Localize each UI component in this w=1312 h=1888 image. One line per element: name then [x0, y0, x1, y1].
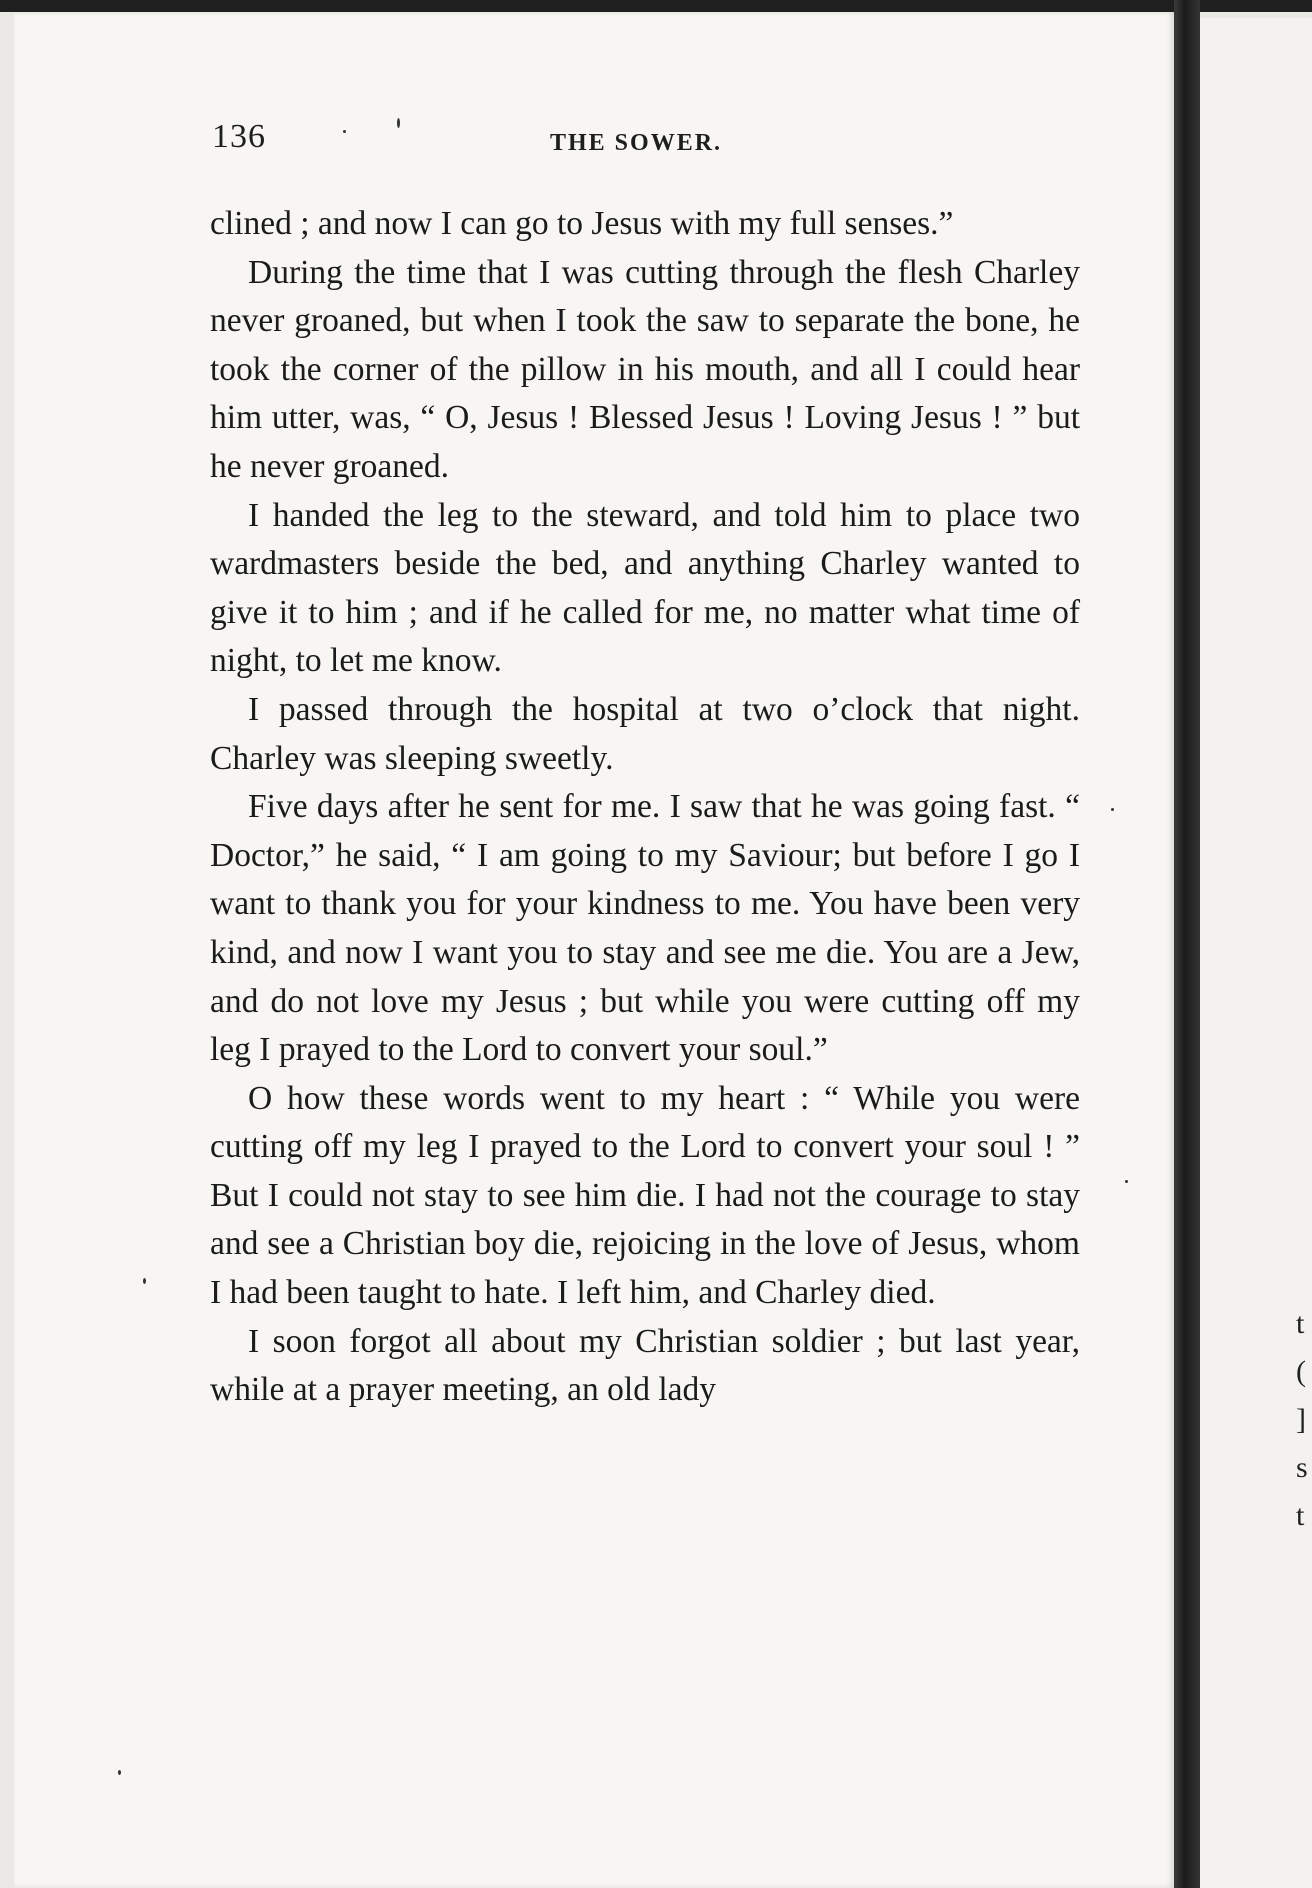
page-body: [210, 200, 1080, 1415]
running-head: THE SOWER.: [550, 130, 723, 156]
book-gutter: [1174, 0, 1200, 1888]
facing-page-glyph: (: [1296, 1355, 1306, 1388]
page-header: [212, 118, 1080, 170]
facing-page-glyph: t: [1296, 1307, 1305, 1340]
scan-speck: [343, 130, 346, 133]
paragraph: I handed the leg to the steward, and told him to place two wardmasters beside the bed, and anything Charley wanted to give it to him ; and if he called for me, no matter what time of night, to let me know.: [210, 496, 1080, 680]
scan-speck: [143, 1278, 146, 1284]
paragraph: O how these words went to my heart : “ While you were cutting off my leg I prayed to the Lord to convert your soul ! ” But I could not stay to see him die. I had not the courage to stay and see a Christian boy die, rejoicing in the love of Jesus, whom I had been taught to hate. I left him, and Charley died.: [210, 1079, 1080, 1312]
scan-speck: [1125, 1180, 1128, 1183]
scan-speck: [118, 1770, 121, 1775]
facing-page-glyph: s: [1296, 1451, 1308, 1484]
facing-page: [1200, 18, 1312, 1888]
paragraph: Five days after he sent for me. I saw that he was going fast. “ Doctor,” he said, “ I am going to my Saviour; but before I go I want to thank you for your kindness to me. You have been very kind, and now I want you to stay and see me die. You are a Jew, and do not love my Jesus ; but while you were cutting off my leg I prayed to the Lord to convert your soul.”: [210, 788, 1080, 1069]
scan-speck: [1111, 808, 1114, 811]
paragraph: I soon forgot all about my Christian soldier ; but last year, while at a prayer meeting, an old lady: [210, 1322, 1080, 1409]
page-number: 136: [212, 118, 266, 155]
scan-top-edge: [0, 0, 1312, 12]
scan-speck: [397, 118, 400, 128]
paragraph: I passed through the hospital at two o’clock that night. Charley was sleeping sweetly.: [210, 690, 1080, 777]
facing-page-glyph: ]: [1296, 1403, 1306, 1436]
paragraph: During the time that I was cutting through the flesh Charley never groaned, but when I took the saw to separate the bone, he took the corner of the pillow in his mouth, and all I could hear him utter, was, “ O, Jesus ! Blessed Jesus ! Loving Jesus ! ” but he never groaned.: [210, 253, 1080, 485]
facing-page-text-fragment: [1296, 1300, 1312, 1540]
paragraph-continued: clined ; and now I can go to Jesus with my full senses.”: [210, 205, 954, 242]
facing-page-glyph: t: [1296, 1499, 1305, 1532]
